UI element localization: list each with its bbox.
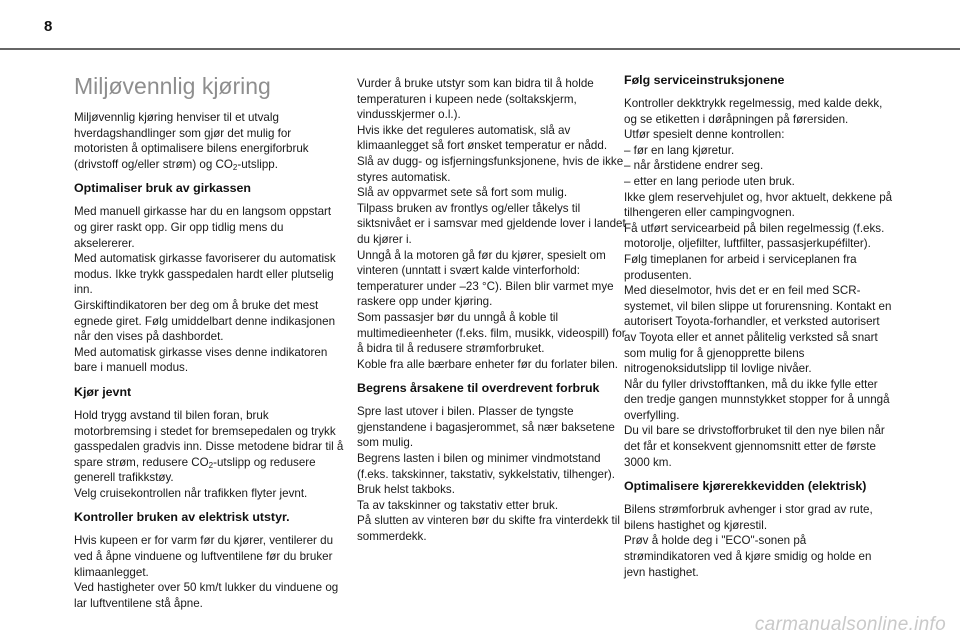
top-divider [0,48,960,50]
equipment-paragraph: Vurder å bruke utstyr som kan bidra til å holde temperaturen i kupeen nede (soltakskjerm, vindusskjermer o.l.). Hvis ikke det reguleres automatisk, slå av klimaanlegget så fort ønsket temperatur er nådd. Slå av dugg- og isfjerningsfunksjonene, hvis de ikke styres automatisk. Slå av oppvarmet sete så fort som mulig. Tilpass bruken av frontlys og/eller tåkelys til siktsnivået er i samsvar med gjeldende lover i landet du kjører i. Unngå å la motoren gå før du kjører, spesielt om vinteren (unntatt i svært kalde vinterforhold: temperaturer under –23 °C). Bilen blir varmet mye raskere opp under kjøring. Som passasjer bør du unngå å koble til multimedieenheter (f.eks. film, musikk, videospill) for å bidra til å redusere strømforbruket. Koble fra alle bærbare enheter før du forlater bilen. [357,77,626,371]
section-heading-electrical: Kontroller bruken av elektrisk utstyr. [74,510,290,525]
electrical-paragraph: Hvis kupeen er for varm før du kjører, ventilerer du ved å åpne vinduene og luftventilene før du bruker klimaanlegget. Ved hastigheter over 50 km/t lukker du vinduene og lar luftventilene stå åpne. [74,534,339,610]
section-heading-gearbox: Optimaliser bruk av girkassen [74,181,251,196]
page-title: Miljøvennlig kjøring [74,73,271,99]
gearbox-paragraph: Med manuell girkasse har du en langsom oppstart og girer raskt opp. Gir opp tidlig mens du akselererer. Med automatisk girkasse favoriserer du automatisk modus. Ikke trykk gasspedalen hardt eller plutselig inn. Girskiftindikatoren ber deg om å bruke det mest egnede giret. Følg umiddelbart denne indikasjonen når den vises på dashbordet. Med automatisk girkasse vises denne indikatoren bare i manuell modus. [74,205,336,375]
section-heading-range: Optimalisere kjørerekkevidden (elektrisk) [624,479,867,494]
column-left [74,72,344,619]
column-middle [357,76,627,553]
consumption-paragraph: Spre last utover i bilen. Plasser de tyngste gjenstandene i bagasjerommet, så nær baksetene som mulig. Begrens lasten i bilen og minimer vindmotstand (f.eks. takskinner, takstativ, sykkelstativ, tilhenger). Bruk helst takboks. Ta av takskinner og takstativ etter bruk. På slutten av vinteren bør du skifte fra vinterdekk til sommerdekk. [357,405,620,544]
section-heading-service: Følg serviceinstruksjonene [624,73,785,87]
watermark: carmanualsonline.info [754,614,946,635]
column-right [624,72,894,588]
drive-smoothly-paragraph: Hold trygg avstand til bilen foran, bruk motorbremsing i stedet for bremsepedalen og trykk gasspedalen gradvis inn. Disse metodene bidrar til å spare strøm, redusere $CO_2$-utslipp og redusere generell trafikkstøy. Velg cruisekontrollen når trafikken flyter jevnt. [74,408,344,500]
intro-paragraph: Miljøvennlig kjøring henviser til et utvalg hverdagshandlinger som gjør det mulig for motoristen å optimalisere bilens energiforbruk (drivstoff og/eller strøm) og $CO_2$-utslipp. [74,111,309,172]
section-heading-drive-smoothly: Kjør jevnt [74,384,132,399]
section-heading-consumption: Begrens årsakene til overdrevent forbruk [357,381,600,396]
service-paragraph: Kontroller dekktrykk regelmessig, med kalde dekk, og se etiketten i døråpningen på førersiden. Utfør spesielt denne kontrollen: – før en lang kjøretur. – når årstidene endrer seg. – etter en lang periode uten bruk. Ikke glem reservehjulet og, hvor aktuelt, dekkene på tilhengeren eller campingvognen. Få utført servicearbeid på bilen regelmessig (f.eks. motorolje, oljefilter, luftfilter, passasjerkupéfilter). Følg timeplanen for arbeid i serviceplanen fra produsenten. Med dieselmotor, hvis det er en feil med SCR-systemet, vil bilen slippe ut forurensning. Kontakt en autorisert Toyota-forhandler, et verksted autorisert av Toyota eller et annet pålitelig verksted så snart som mulig for å gjenopprette bilens nitrogenoksidutslipp til lovlige nivåer. Når du fyller drivstofftanken, må du ikke fylle etter den tredje gangen munnstykket stopper for å unngå overfylling. Du vil bare se drivstofforbruket til den nye bilen når det får et konsekvent gjennomsnitt etter de første 3000 km. [624,97,893,469]
range-paragraph: Bilens strømforbruk avhenger i stor grad av rute, bilens hastighet og kjørestil. Prøv å holde deg i "ECO"-sonen på strømindikatoren ved å kjøre smidig og holde en jevn hastighet. [624,503,873,579]
page-number: 8 [44,18,53,35]
